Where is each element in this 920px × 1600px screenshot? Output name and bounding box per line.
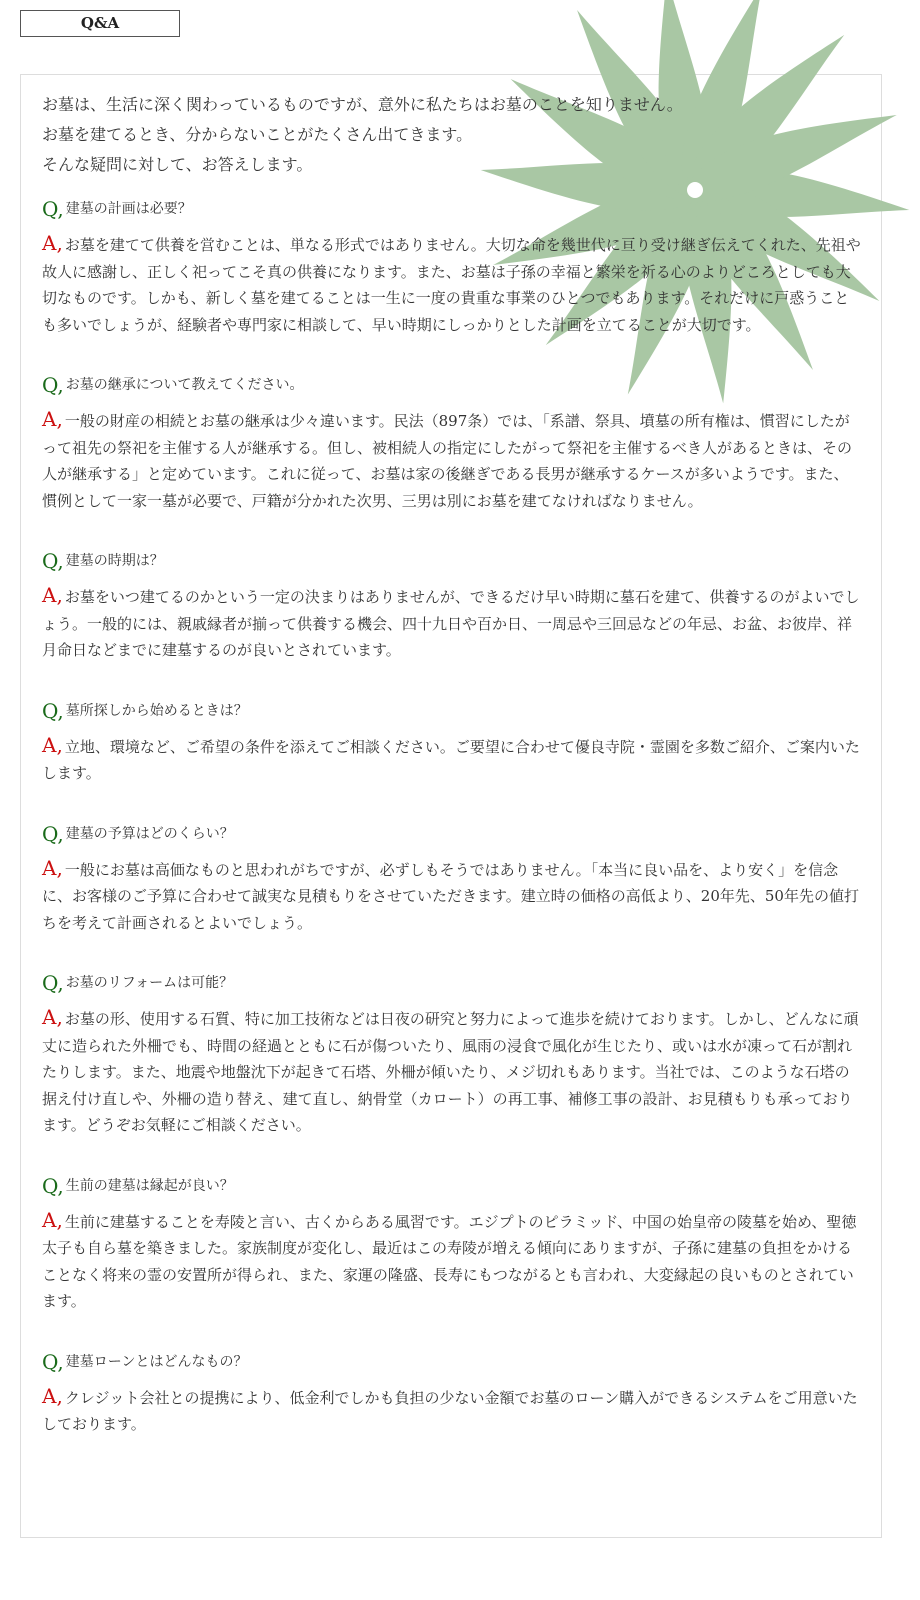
question bbox=[42, 548, 862, 575]
question-text: 建墓の計画は必要？ bbox=[65, 201, 192, 217]
answer bbox=[42, 855, 862, 937]
a-mark: A, bbox=[42, 1207, 63, 1232]
q-mark: Q, bbox=[42, 1349, 64, 1374]
question bbox=[42, 372, 862, 399]
qa-item-4 bbox=[42, 698, 862, 787]
answer-text: 一般にお墓は高価なものと思われがちですが、必ずしもそうではありません。「本当に良い品を、より安く」を信念に、お客様のご予算に合わせて誠実な見積もりをさせていただきます。建立時の価格の高低より、20年先、50年先の値打ちを考えて計画されるとよいでしょう。 bbox=[42, 860, 859, 932]
qa-item-5 bbox=[42, 821, 862, 937]
qa-item-6 bbox=[42, 970, 862, 1139]
qa-item-8 bbox=[42, 1349, 862, 1438]
q-mark: Q, bbox=[42, 971, 64, 995]
q-mark: Q, bbox=[42, 373, 64, 397]
intro bbox=[42, 90, 862, 180]
q-mark: Q, bbox=[42, 197, 64, 221]
answer-text: クレジット会社との提携により、低金利でしかも負担の少ない金額でお墓のローン購入ができるシステムをご用意いたしております。 bbox=[42, 1388, 858, 1433]
text-layer bbox=[42, 90, 862, 1438]
answer bbox=[42, 230, 862, 338]
question-text: 生前の建墓は縁起が良い？ bbox=[65, 1177, 234, 1194]
a-mark: A, bbox=[42, 1383, 63, 1408]
a-mark: A, bbox=[42, 407, 63, 431]
question-text: 建墓の時期は？ bbox=[65, 553, 164, 569]
question-text: お墓の継承について教えてください。 bbox=[65, 377, 304, 393]
qa-item-3 bbox=[42, 548, 862, 664]
answer-text: 生前に建墓することを寿陵と言い、古くからある風習です。エジプトのピラミッド、中国の始皇帝の陵墓を始め、聖徳太子も自ら墓を築きました。家族制度が変化し、最近はこの寿陵が増える傾向にありますが、子孫に建墓の負担をかけることなく将来の霊の安置所が得られ、また、家運の隆盛、長寿にもつながるとも言われ、大変縁起の良いものとされています。 bbox=[42, 1212, 857, 1310]
question-text: 建墓ローンとはどんなもの？ bbox=[65, 1353, 248, 1370]
q-mark: Q, bbox=[42, 821, 64, 846]
question-text: 墓所探しから始めるときは？ bbox=[65, 702, 248, 719]
answer bbox=[42, 1383, 862, 1438]
question bbox=[42, 1173, 862, 1200]
a-mark: A, bbox=[42, 732, 63, 757]
answer-text: 一般の財産の相続とお墓の継承は少々違います。民法（897条）では、「系譜、祭具、墳墓の所有権は、慣習にしたがって祖先の祭祀を主催する人が継承する。但し、被相続人の指定にしたがって祭祀を主催するべき人があるときは、その人が継承する」と定めています。これに従って、お墓は家の後継ぎである長男が継承するケースが多いようです。また、慣例として一家一墓が必要で、戸籍が分かれた次男、三男は別にお墓を建てなければなりません。 bbox=[42, 412, 853, 510]
question-text: お墓のリフォームは可能？ bbox=[65, 975, 234, 991]
qa-item-2 bbox=[42, 372, 862, 514]
question bbox=[42, 1349, 862, 1376]
answer bbox=[42, 1207, 862, 1315]
intro-line-3: そんな疑問に対して、お答えします。 bbox=[42, 155, 313, 174]
a-mark: A, bbox=[42, 1005, 63, 1029]
intro-line-2: お墓を建てるとき、分からないことがたくさん出てきます。 bbox=[42, 125, 473, 144]
answer-text: お墓をいつ建てるのかという一定の決まりはありませんが、できるだけ早い時期に墓石を建て、供養するのがよいでしょう。一般的には、親戚縁者が揃って供養する機会、四十九日や百か日、一周忌や三回忌などの年忌、お盆、お彼岸、祥月命日などまでに建墓するのが良いとされています。 bbox=[42, 588, 860, 659]
answer bbox=[42, 732, 862, 787]
answer bbox=[42, 1004, 862, 1139]
qa-item-7 bbox=[42, 1173, 862, 1315]
question bbox=[42, 196, 862, 223]
answer-text: お墓を建てて供養を営むことは、単なる形式ではありません。大切な命を幾世代に亘り受け継ぎ伝えてくれた、先祖や故人に感謝し、正しく祀ってこそ真の供養になります。また、お墓は子孫の幸福と繁栄を祈る心のよりどころとしても大切なものです。しかも、新しく墓を建てることは一生に一度の貴重な事業のひとつでもあります。それだけに戸惑うことも多いでしょうが、経験者や専門家に相談して、早い時期にしっかりとした計画を立てることが大切です。 bbox=[42, 236, 861, 334]
question-text: 建墓の予算はどのくらい？ bbox=[65, 825, 234, 842]
q-mark: Q, bbox=[42, 549, 64, 573]
question bbox=[42, 821, 862, 848]
answer-text: 立地、環境など、ご希望の条件を添えてご相談ください。ご要望に合わせて優良寺院・霊園を多数ご紹介、ご案内いたします。 bbox=[42, 737, 860, 782]
answer bbox=[42, 406, 862, 514]
qa-item-1 bbox=[42, 196, 862, 338]
a-mark: A, bbox=[42, 583, 63, 607]
answer-text: お墓の形、使用する石質、特に加工技術などは日夜の研究と努力によって進歩を続けております。しかし、どんなに頑丈に造られた外柵でも、時間の経過とともに石が傷ついたり、風雨の浸食で風化が生じたり、或いは水が凍って石が割れたりします。また、地震や地盤沈下が起きて石塔、外柵が傾いたり、メジ切れもあります。当社では、このような石塔の据え付け直しや、外柵の造り替え、建て直し、納骨堂（カロート）の再工事、補修工事の設計、お見積もりも承っております。どうぞお気軽にご相談ください。 bbox=[42, 1010, 859, 1134]
a-mark: A, bbox=[42, 231, 63, 255]
qa-header-tab: Q&A bbox=[20, 10, 180, 37]
intro-line-1: お墓は、生活に深く関わっているものですが、意外に私たちはお墓のことを知りません。 bbox=[42, 95, 683, 114]
question bbox=[42, 970, 862, 997]
question bbox=[42, 698, 862, 725]
q-mark: Q, bbox=[42, 698, 64, 723]
q-mark: Q, bbox=[42, 1173, 64, 1198]
answer bbox=[42, 582, 862, 664]
a-mark: A, bbox=[42, 855, 63, 880]
